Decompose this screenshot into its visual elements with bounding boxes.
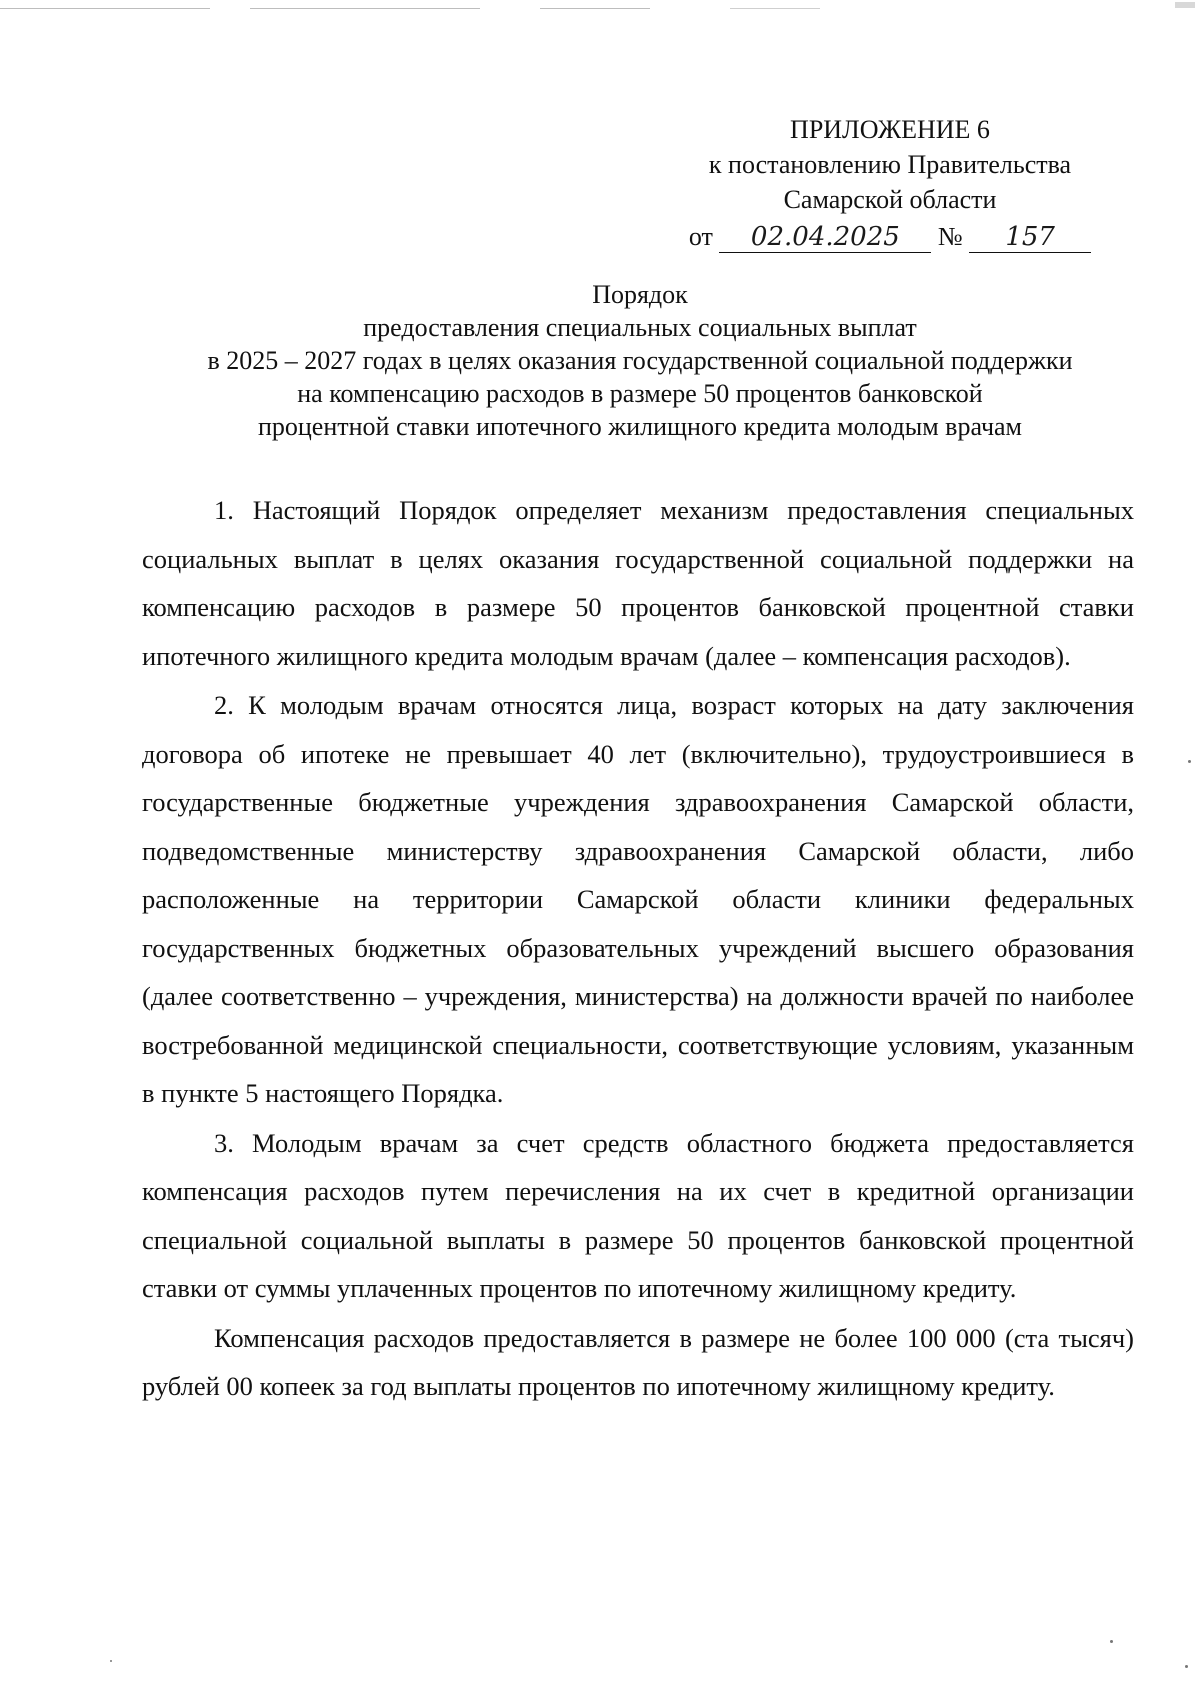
title-line: в 2025 – 2027 годах в целях оказания государственной социальной поддержки (207, 346, 1073, 375)
resolution-date-line (640, 219, 1140, 254)
number-label: № (937, 222, 963, 251)
handwritten-number: 157 (969, 222, 1091, 253)
handwritten-date: 02.04.2025 (719, 222, 931, 253)
scan-artifact (1175, 2, 1195, 8)
document-body (142, 486, 1134, 1411)
title-line: процентной ставки ипотечного жилищного кредита молодым врачам (257, 412, 1023, 441)
paragraph-2: 2. К молодым врачам относятся лица, возраст которых на дату заключения договора об ипотеке не превышает 40 лет (включительно), трудоустроившиеся в государственные бюджетные учреждения здравоохранения Самарской области, подведомственные министерству здравоохранения Самарской области, либо расположенные на территории Самарской области клиники федеральных государственных бюджетных образовательных учреждений высшего образования (далее соответственно – учреждения, министерства) на должности врачей по наиболее востребованной медицинской специальности, соответствующие условиям, указанным в пункте 5 настоящего Порядка. (142, 690, 1134, 1108)
scan-artifact (540, 8, 650, 9)
from-prefix: от (688, 222, 713, 251)
scan-speck (1110, 1640, 1113, 1643)
scan-speck (110, 1660, 112, 1662)
appendix-region: Самарской области (783, 185, 997, 214)
appendix-number: ПРИЛОЖЕНИЕ 6 (790, 115, 990, 144)
document-title (140, 278, 1140, 443)
scan-speck (1188, 760, 1191, 763)
title-line: предоставления специальных социальных выплат (363, 313, 917, 342)
paragraph-1: 1. Настоящий Порядок определяет механизм предоставления специальных социальных выплат в целях оказания государственной социальной поддержки на компенсацию расходов в размере 50 процентов банковской процентной ставки ипотечного жилищного кредита молодым врачам (далее – компенсация расходов). (142, 495, 1134, 671)
paragraph-4: Компенсация расходов предоставляется в размере не более 100 000 (ста тысяч) рублей 00 копеек за год выплаты процентов по ипотечному жилищному кредиту. (142, 1322, 1134, 1401)
scan-speck (1185, 1665, 1188, 1668)
scan-artifact (0, 8, 210, 9)
paragraph-3: 3. Молодым врачам за счет средств областного бюджета предоставляется компенсация расходов путем перечисления на их счет в кредитной организации специальной социальной выплаты в размере 50 процентов банковской процентной ставки от суммы уплаченных процентов по ипотечному жилищному кредиту. (142, 1127, 1134, 1303)
appendix-reference: к постановлению Правительства (708, 150, 1072, 179)
scan-artifact (250, 8, 480, 9)
appendix-header (640, 112, 1140, 254)
scan-artifact (730, 8, 820, 9)
title-line: Порядок (592, 280, 688, 309)
title-line: на компенсацию расходов в размере 50 процентов банковской (297, 379, 983, 408)
